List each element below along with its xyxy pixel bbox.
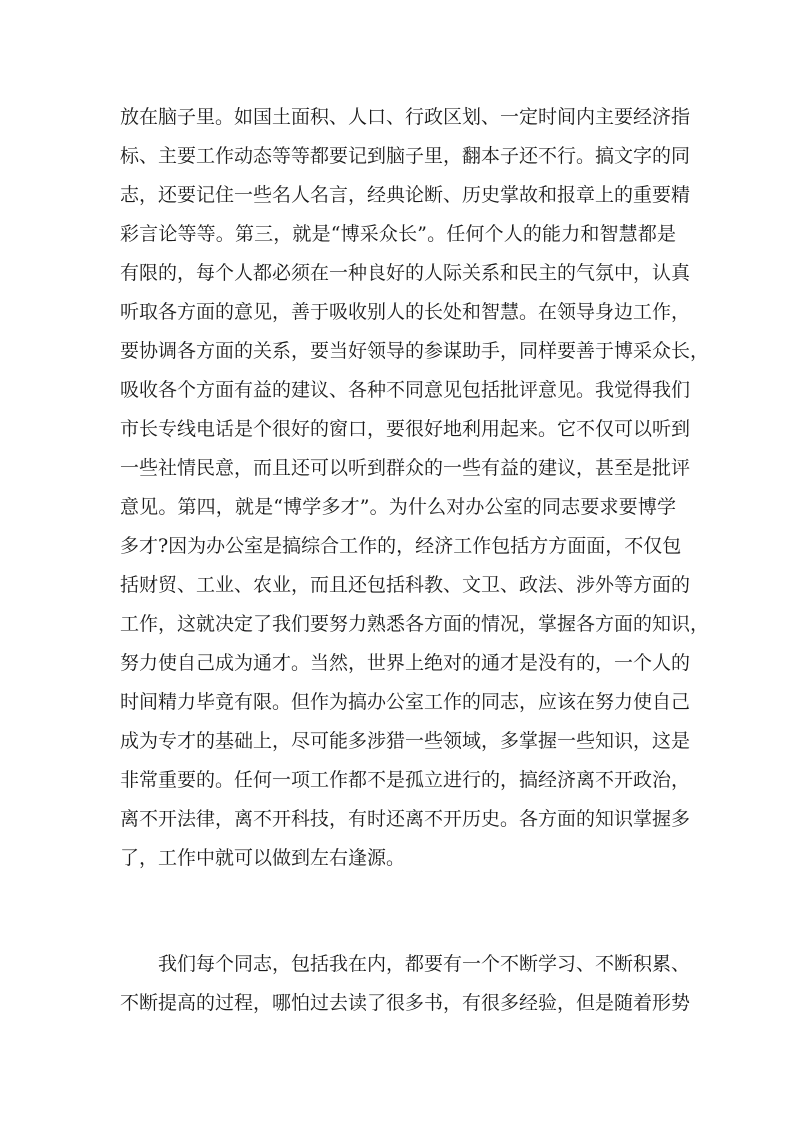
text-line: 市长专线电话是个很好的窗口，要很好地利用起来。它不仅可以听到	[120, 418, 691, 440]
paragraph-2	[120, 945, 691, 1023]
text-line: 彩言论等等。第三，就是“博采众长”。任何个人的能力和智慧都是	[120, 223, 676, 245]
text-line: 吸收各个方面有益的建议、各种不同意见包括批评意见。我觉得我们	[120, 379, 691, 401]
text-line: 一些社情民意，而且还可以听到群众的一些有益的建议，甚至是批评	[120, 457, 691, 479]
paragraph-1	[120, 98, 710, 878]
text-line: 我们每个同志，包括我在内，都要有一个不断学习、不断积累、	[158, 953, 691, 975]
text-line: 努力使自己成为通才。当然，世界上绝对的通才是没有的，一个人的	[120, 652, 691, 674]
text-line: 时间精力毕竟有限。但作为搞办公室工作的同志，应该在努力使自己	[120, 691, 691, 713]
text-line: 离不开法律，离不开科技，有时还离不开历史。各方面的知识掌握多	[120, 808, 691, 830]
text-line: 多才?因为办公室是搞综合工作的，经济工作包括方方面面，不仅包	[120, 535, 682, 557]
text-line: 成为专才的基础上，尽可能多涉猎一些领域，多掌握一些知识，这是	[120, 730, 691, 752]
text-line: 了，工作中就可以做到左右逢源。	[120, 847, 406, 869]
text-line: 意见。第四，就是“博学多才”。为什么对办公室的同志要求要博学	[120, 496, 676, 518]
text-line: 听取各方面的意见，善于吸收别人的长处和智慧。在领导身边工作，	[120, 301, 691, 323]
text-line: 标、主要工作动态等等都要记到脑子里，翻本子还不行。搞文字的同	[120, 145, 691, 167]
text-line: 放在脑子里。如国土面积、人口、行政区划、一定时间内主要经济指	[120, 106, 691, 128]
text-line: 工作，这就决定了我们要努力熟悉各方面的情况，掌握各方面的知识，	[120, 613, 710, 635]
text-line: 非常重要的。任何一项工作都不是孤立进行的，搞经济离不开政治，	[120, 769, 691, 791]
text-line: 志，还要记住一些名人名言，经典论断、历史掌故和报章上的重要精	[120, 184, 691, 206]
text-line: 要协调各方面的关系，要当好领导的参谋助手，同样要善于博采众长，	[120, 340, 710, 362]
text-line: 不断提高的过程，哪怕过去读了很多书，有很多经验，但是随着形势	[120, 992, 691, 1014]
text-line: 有限的，每个人都必须在一种良好的人际关系和民主的气氛中，认真	[120, 262, 691, 284]
text-line: 括财贸、工业、农业，而且还包括科教、文卫、政法、涉外等方面的	[120, 574, 691, 596]
